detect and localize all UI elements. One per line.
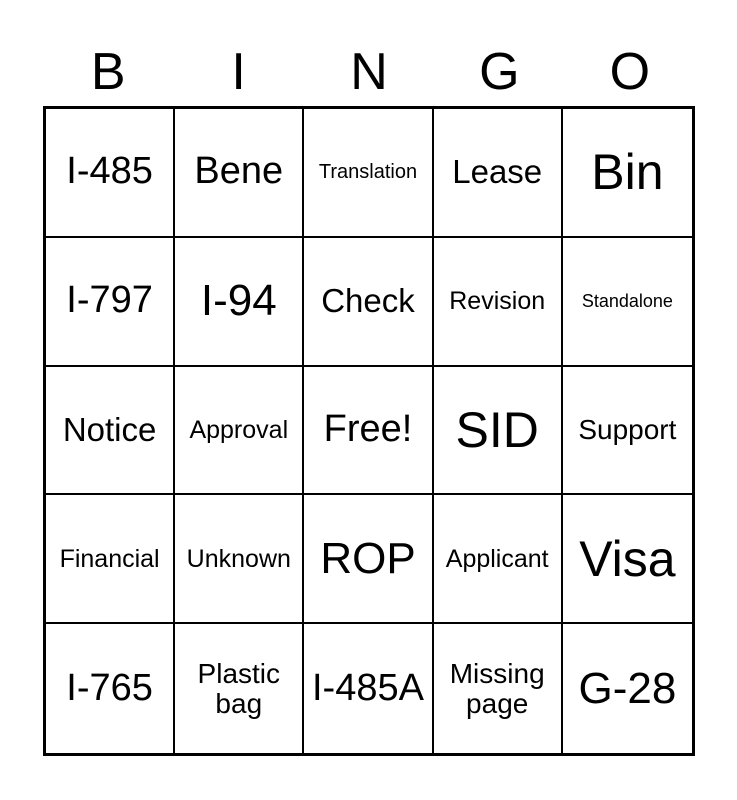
cell-text: I-485 — [66, 150, 153, 193]
cell-text: Notice — [62, 410, 157, 448]
bingo-cell[interactable] — [434, 495, 563, 624]
bingo-cell[interactable] — [434, 109, 563, 238]
cell-text: Lease — [452, 153, 543, 191]
bingo-cell[interactable] — [175, 495, 304, 624]
cell-text: ROP — [320, 533, 416, 583]
header-letter-g: G — [479, 43, 520, 101]
bingo-cell[interactable] — [304, 495, 433, 624]
bingo-cell[interactable] — [434, 367, 563, 496]
bingo-cell[interactable] — [175, 367, 304, 496]
cell-text: Free! — [323, 408, 413, 451]
header-letter-b: B — [90, 43, 126, 101]
bingo-cell[interactable] — [175, 238, 304, 367]
cell-text: I-765 — [66, 666, 153, 709]
bingo-cell[interactable] — [434, 624, 563, 753]
bingo-cell[interactable] — [563, 109, 692, 238]
cell-text: Plastic bag — [197, 658, 281, 719]
bingo-cell[interactable] — [46, 624, 175, 753]
bingo-cell[interactable] — [563, 624, 692, 753]
bingo-cell[interactable] — [563, 495, 692, 624]
cell-text: Financial — [59, 544, 160, 573]
cell-text: Bene — [194, 150, 284, 193]
bingo-cell[interactable] — [175, 624, 304, 753]
header-letter-i: I — [231, 43, 246, 101]
bingo-cell[interactable] — [304, 109, 433, 238]
bingo-header — [43, 40, 695, 104]
bingo-board — [43, 106, 695, 756]
cell-text: Revision — [449, 287, 546, 316]
bingo-cell[interactable] — [304, 624, 433, 753]
bingo-cell[interactable] — [46, 109, 175, 238]
cell-text: I-485A — [312, 666, 424, 709]
cell-text: Standalone — [581, 290, 673, 311]
cell-text: G-28 — [578, 663, 677, 713]
cell-text: Visa — [579, 530, 676, 587]
cell-text: Support — [578, 414, 677, 446]
cell-text: Translation — [318, 160, 418, 183]
cell-text: Missing page — [449, 658, 545, 719]
cell-text: Unknown — [186, 544, 291, 573]
bingo-cell[interactable] — [46, 495, 175, 624]
bingo-cell[interactable] — [304, 238, 433, 367]
bingo-cell[interactable] — [46, 238, 175, 367]
cell-text: Applicant — [445, 544, 549, 573]
cell-text: Approval — [189, 415, 289, 444]
bingo-cell[interactable] — [563, 238, 692, 367]
header-letter-n: N — [350, 43, 388, 101]
bingo-cell[interactable] — [46, 367, 175, 496]
cell-text: Bin — [591, 144, 664, 201]
header-letter-o: O — [609, 43, 651, 101]
bingo-cell[interactable] — [434, 238, 563, 367]
bingo-cell[interactable] — [175, 109, 304, 238]
cell-text: I-94 — [200, 276, 277, 326]
cell-text: SID — [455, 401, 539, 458]
free-cell[interactable] — [304, 367, 433, 496]
cell-text: I-797 — [66, 279, 153, 322]
bingo-cell[interactable] — [563, 367, 692, 496]
cell-text: Check — [321, 281, 415, 319]
